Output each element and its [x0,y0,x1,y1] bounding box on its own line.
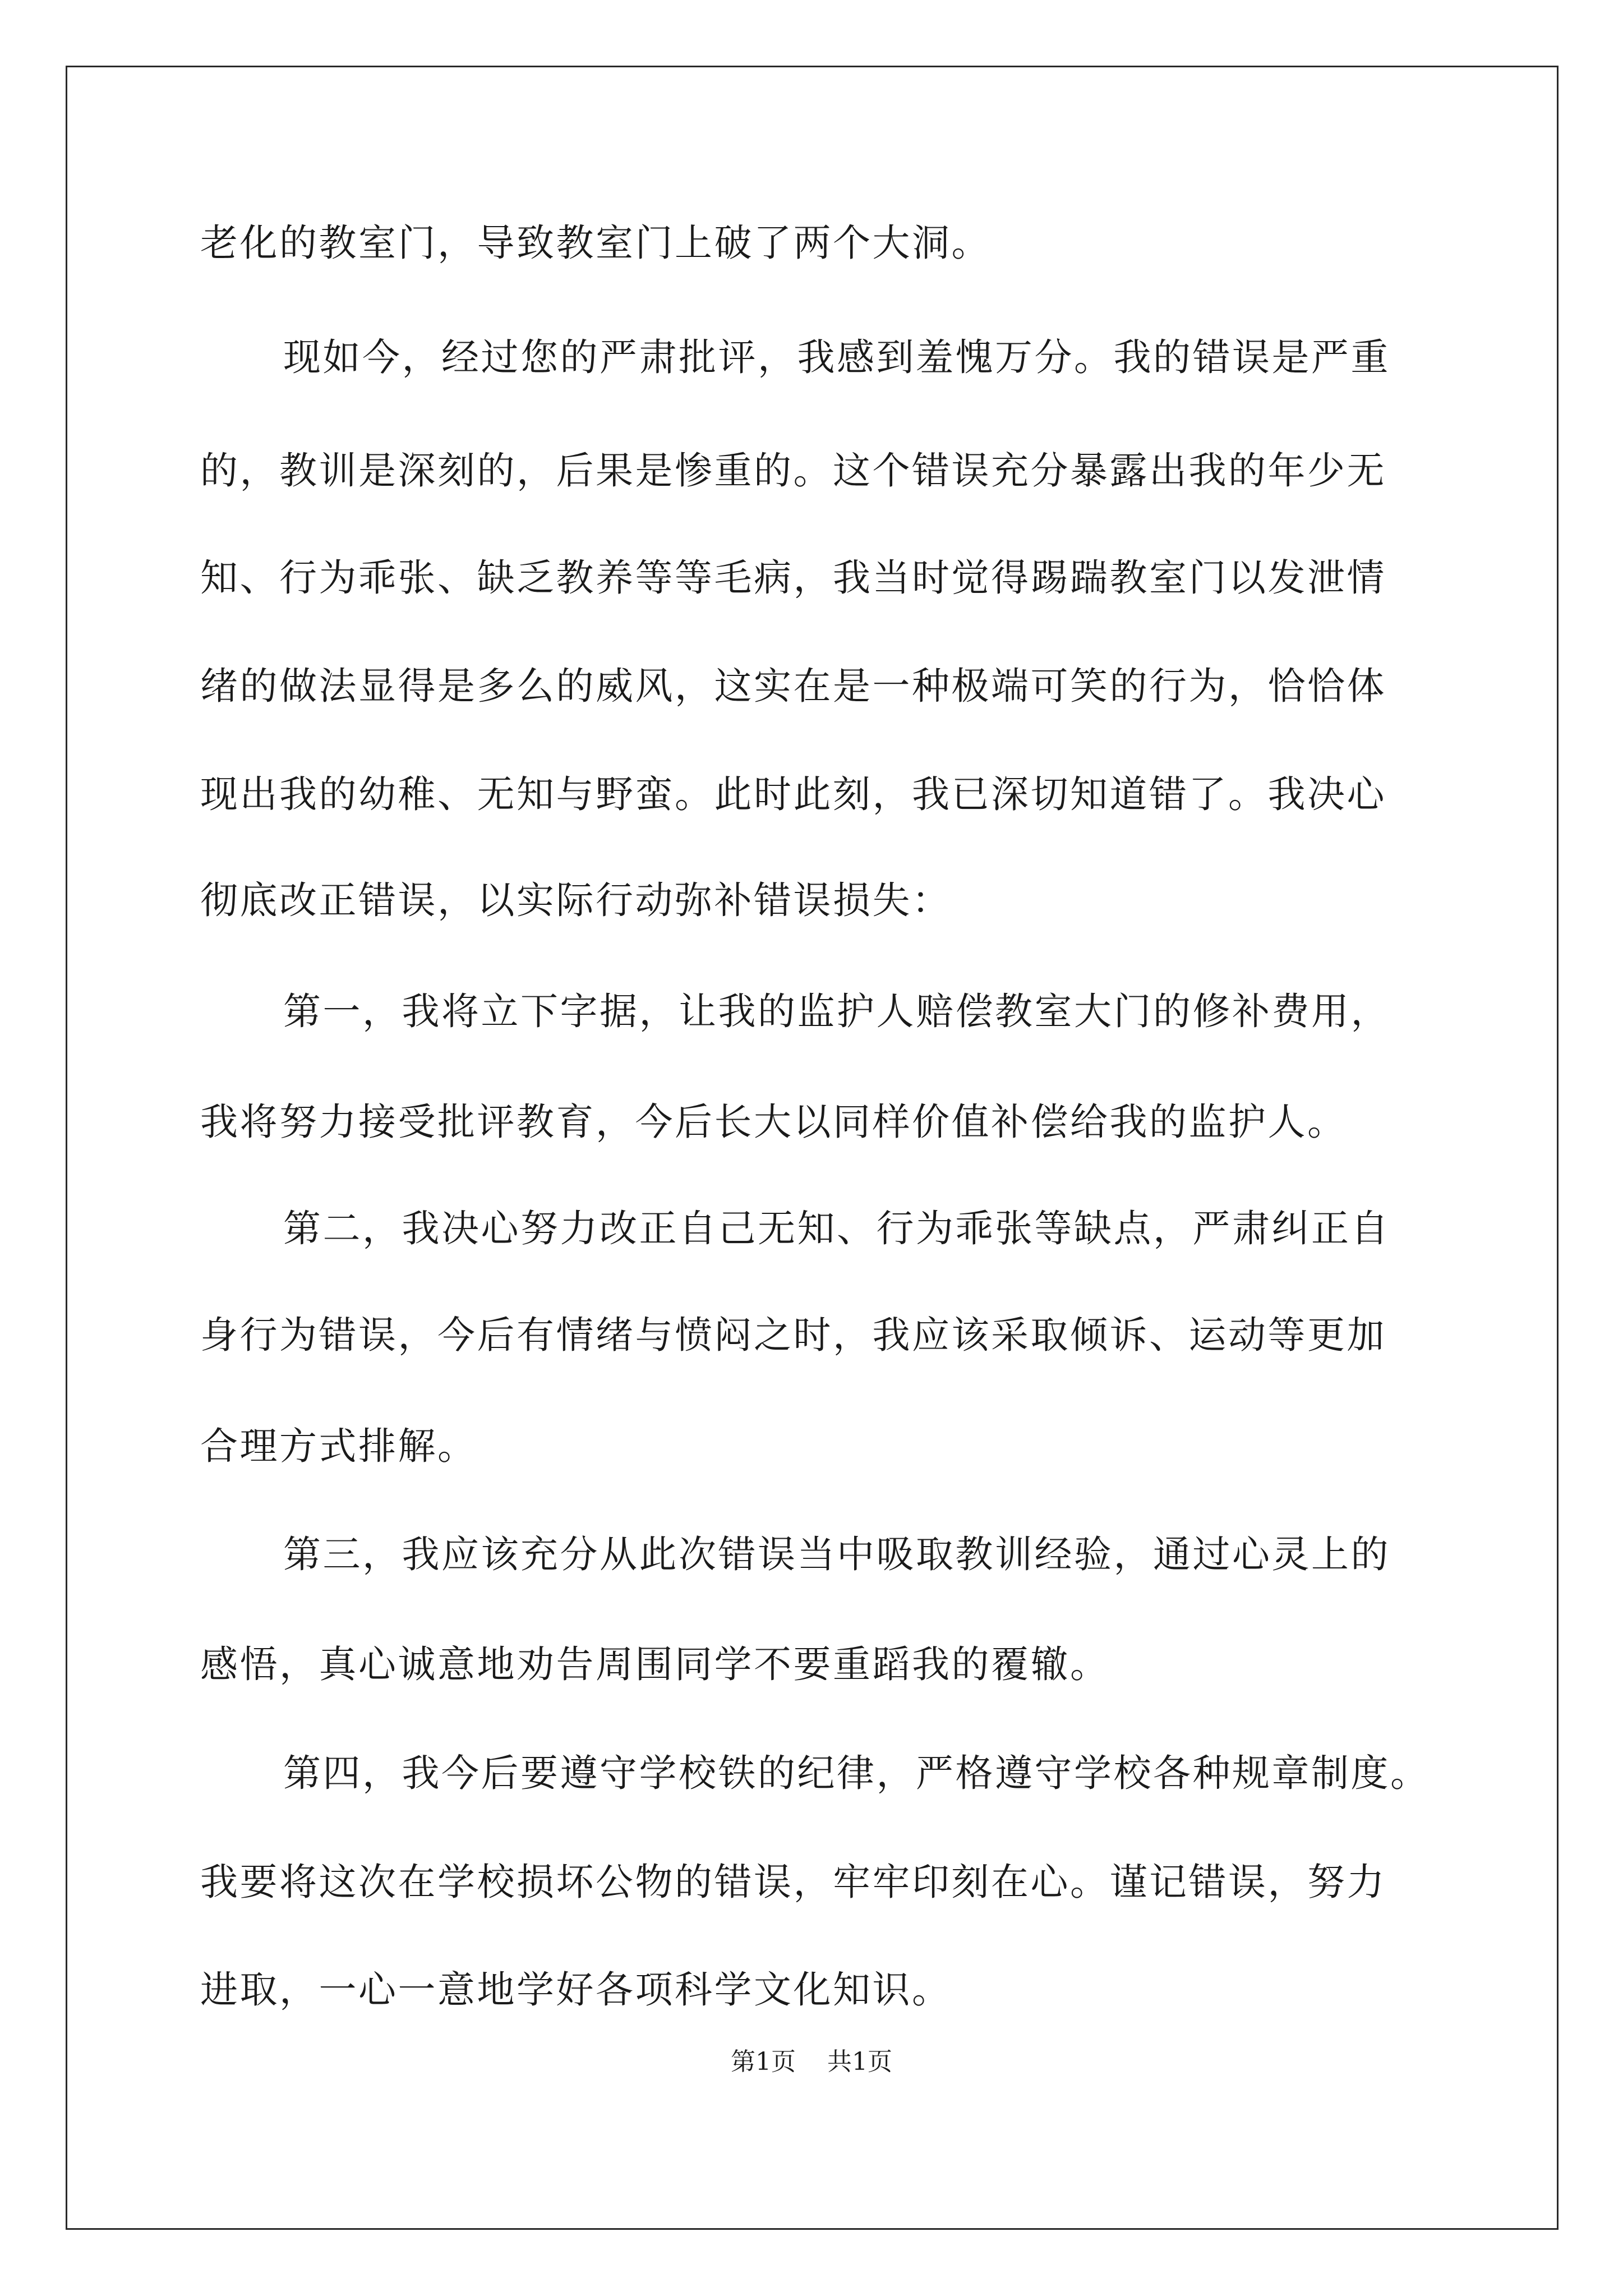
text-line: 彻底改正错误，以实际行动弥补错误损失： [200,878,952,922]
page-number: 第1页 [731,2047,796,2076]
text-line: 感悟，真心诚意地劝告周围同学不要重蹈我的覆辙。 [200,1642,1110,1686]
text-line: 我要将这次在学校损坏公物的错误，牢牢印刻在心。谨记错误，努力 [200,1860,1386,1904]
text-line: 第四，我今后要遵守学校铁的纪律，严格遵守学校各种规章制度。 [283,1751,1430,1795]
text-line: 现出我的幼稚、无知与野蛮。此时此刻，我已深切知道错了。我决心 [200,772,1386,816]
text-line: 现如今，经过您的严肃批评，我感到羞愧万分。我的错误是严重 [283,335,1390,379]
text-line: 知、行为乖张、缺乏教养等等毛病，我当时觉得踢踹教室门以发泄情 [200,556,1386,600]
text-line: 进取，一心一意地学好各项科学文化知识。 [200,1968,952,2012]
text-line: 第三，我应该充分从此次错误当中吸取教训经验，通过心灵上的 [283,1533,1390,1576]
text-line: 的，教训是深刻的，后果是惨重的。这个错误充分暴露出我的年少无 [200,449,1386,493]
text-line: 绪的做法显得是多么的威风，这实在是一种极端可笑的行为，恰恰体 [200,664,1386,708]
text-line: 老化的教室门，导致教室门上破了两个大洞。 [200,221,991,265]
page-footer [0,2045,1623,2079]
text-line: 身行为错误，今后有情绪与愤闷之时，我应该采取倾诉、运动等更加 [200,1313,1386,1357]
text-line: 第一，我将立下字据，让我的监护人赔偿教室大门的修补费用， [283,990,1390,1033]
text-line: 合理方式排解。 [200,1424,477,1468]
text-line: 第二，我决心努力改正自己无知、行为乖张等缺点，严肃纠正自 [283,1207,1390,1250]
text-line: 我将努力接受批评教育，今后长大以同样价值补偿给我的监护人。 [200,1100,1347,1144]
total-pages: 共1页 [827,2047,892,2076]
